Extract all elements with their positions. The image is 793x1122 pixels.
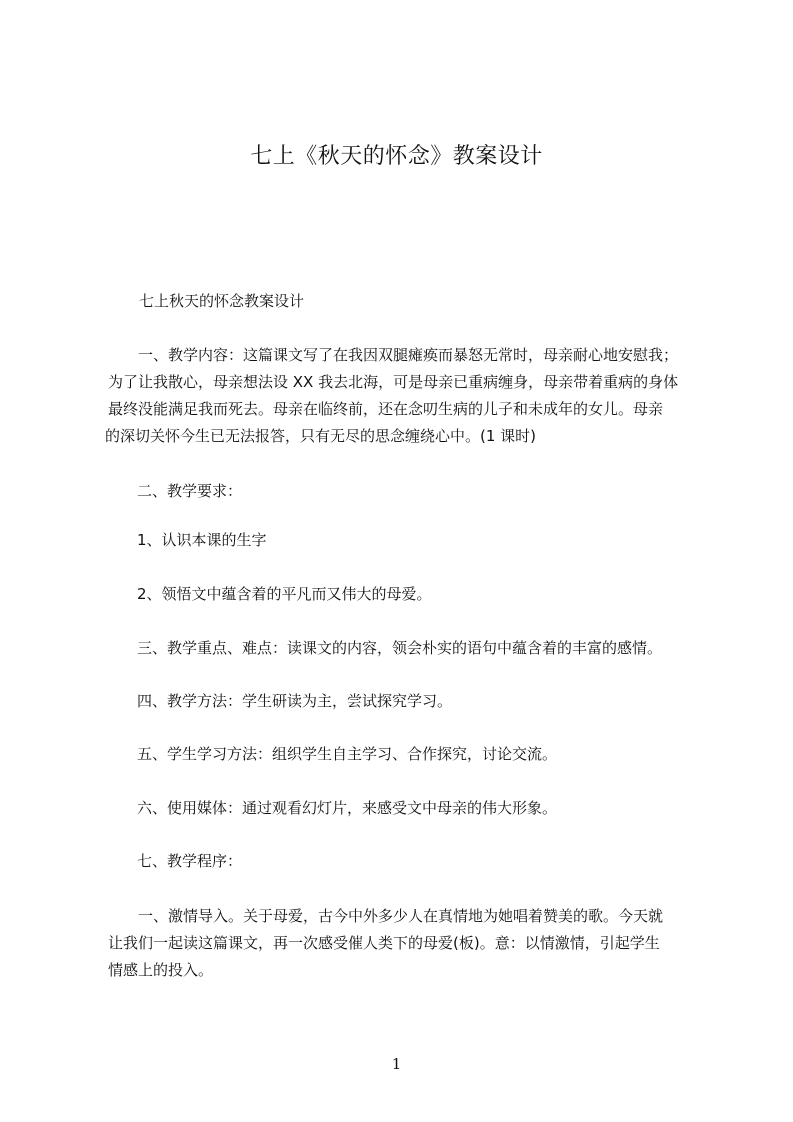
intro-paragraph	[105, 903, 697, 984]
page-number: 1	[391, 1055, 402, 1073]
paragraph-line: 最终没能满足我而死去。母亲在临终前，还在念叨生病的儿子和未成年的女儿。母亲	[108, 400, 664, 418]
learning-method-line: 五、学生学习方法：组织学生自主学习、合作探究，讨论交流。	[137, 745, 558, 763]
requirement-item: 1、认识本课的生字	[137, 531, 267, 549]
paragraph-line: 的深切关怀今生已无法报答，只有无尽的思念缠绕心中。(1 课时)	[105, 427, 537, 445]
requirements-heading: 二、教学要求：	[137, 482, 243, 500]
teaching-content-paragraph	[105, 342, 697, 450]
teaching-method-line: 四、教学方法：学生研读为主，尝试探究学习。	[137, 692, 453, 710]
document-subtitle: 七上秋天的怀念教案设计	[139, 292, 305, 310]
document-title: 七上《秋天的怀念》教案设计	[250, 144, 543, 169]
media-line: 六、使用媒体：通过观看幻灯片，来感受文中母亲的伟大形象。	[137, 799, 558, 817]
requirement-item: 2、领悟文中蕴含着的平凡而又伟大的母爱。	[137, 585, 432, 603]
paragraph-line: 一、激情导入。关于母爱，古今中外多少人在真情地为她唱着赞美的歌。今天就	[138, 907, 664, 925]
paragraph-line: 让我们一起读这篇课文，再一次感受催人类下的母爱(板)。意：以情激情，引起学生	[108, 934, 660, 952]
paragraph-line: 一、教学内容：这篇课文写了在我因双腿瘫痪而暴怒无常时，母亲耐心地安慰我；	[138, 346, 679, 364]
key-points-line: 三、教学重点、难点：读课文的内容，领会朴实的语句中蕴含着的丰富的感情。	[137, 639, 663, 657]
paragraph-line: 情感上的投入。	[108, 961, 214, 979]
procedure-heading: 七、教学程序：	[137, 852, 243, 870]
paragraph-line: 为了让我散心，母亲想法设 XX 我去北海，可是母亲已重病缠身，母亲带着重病的身体	[108, 373, 679, 391]
